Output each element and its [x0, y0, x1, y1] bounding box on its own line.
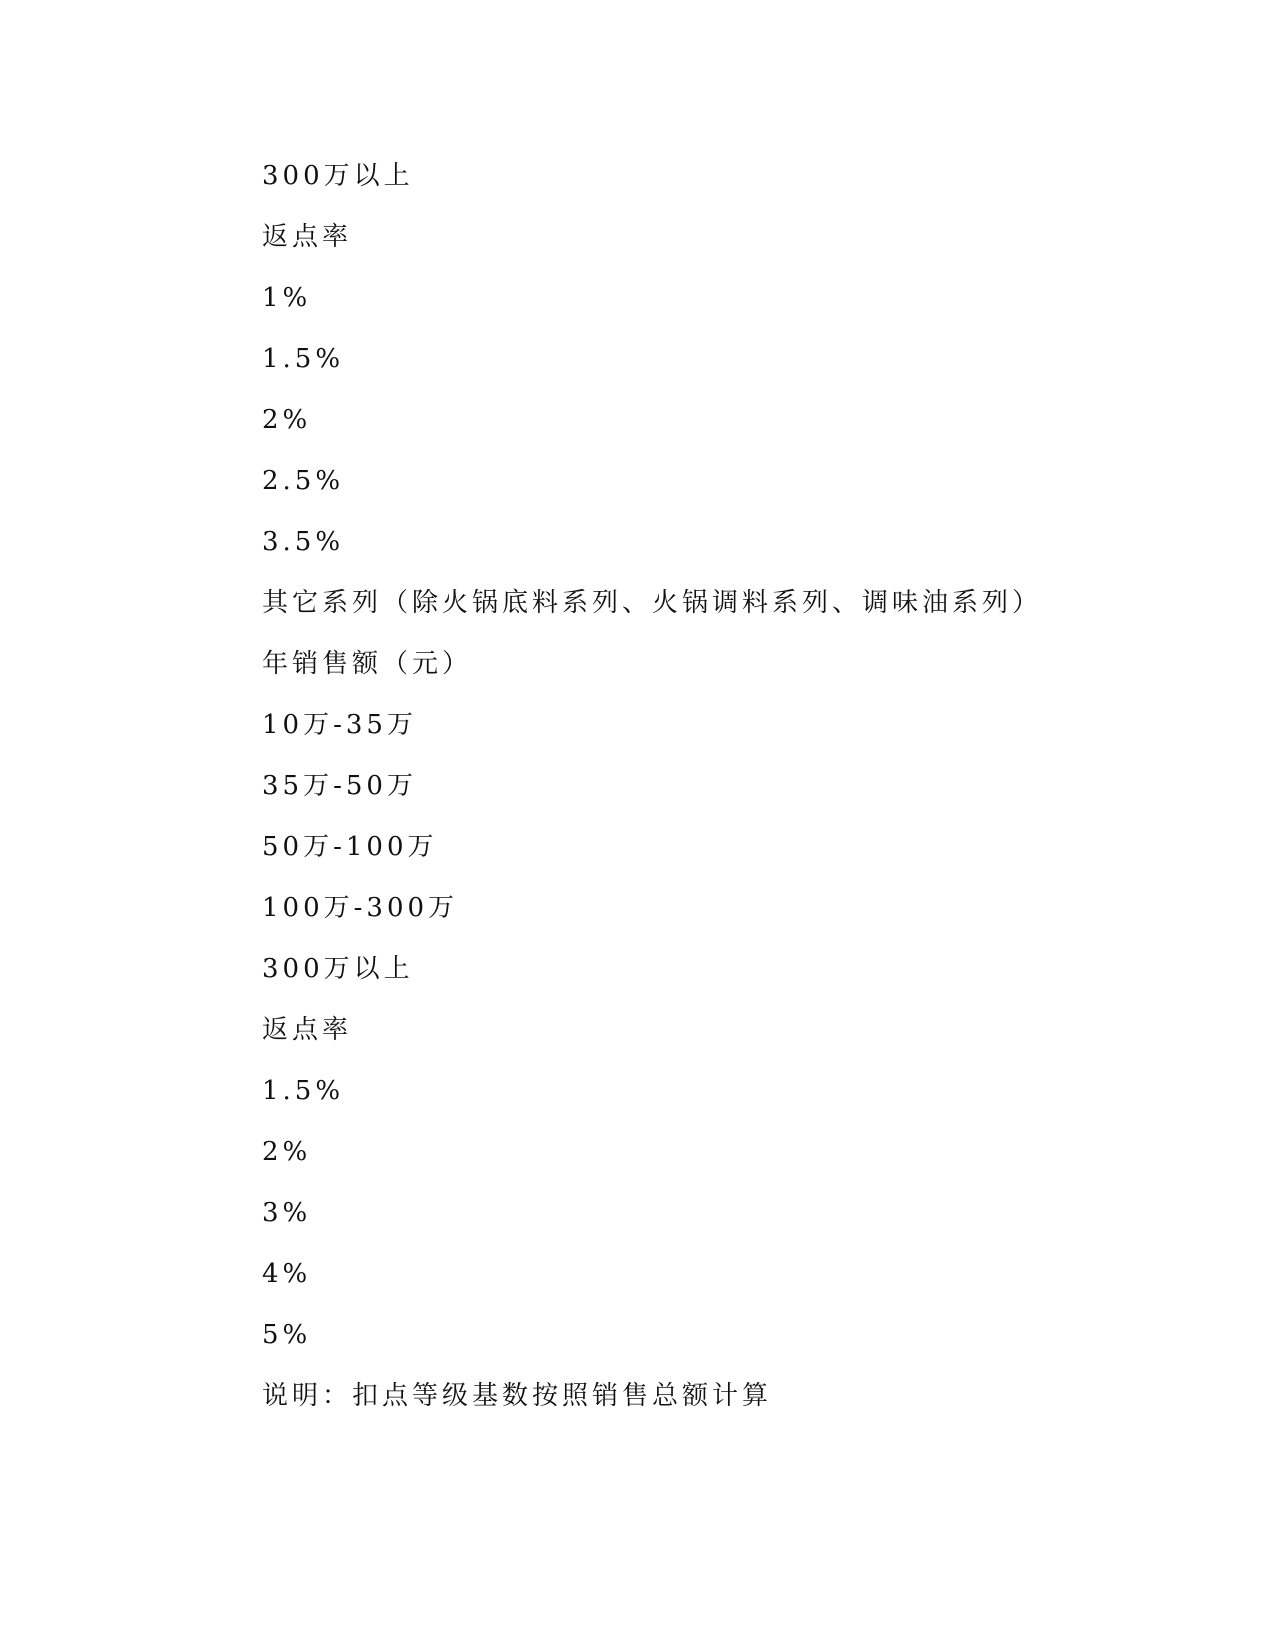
annual-sales-heading: 年销售额（元） — [262, 649, 473, 679]
rebate-rate-heading: 返点率 — [262, 222, 353, 252]
rebate-rate-value: 4% — [262, 1259, 312, 1289]
rebate-rate-value: 1.5% — [262, 1076, 345, 1106]
rebate-rate-value: 5% — [262, 1320, 312, 1350]
tier-top-label: 300万以上 — [262, 161, 414, 191]
sales-tier: 300万以上 — [262, 954, 414, 984]
rebate-rate-value: 2.5% — [262, 466, 345, 496]
sales-tier: 35万-50万 — [262, 771, 417, 801]
rebate-rate-value: 3% — [262, 1198, 312, 1228]
sales-tier: 100万-300万 — [262, 893, 459, 923]
sales-tier: 50万-100万 — [262, 832, 438, 862]
explanation-note: 说明：扣点等级基数按照销售总额计算 — [262, 1381, 773, 1411]
rebate-rate-value: 3.5% — [262, 527, 345, 557]
rebate-rate-value: 1.5% — [262, 344, 345, 374]
rebate-rate-value: 2% — [262, 405, 312, 435]
document-body — [262, 161, 1162, 1442]
other-series-heading: 其它系列（除火锅底料系列、火锅调料系列、调味油系列） — [262, 588, 1043, 618]
sales-tier: 10万-35万 — [262, 710, 417, 740]
rebate-rate-heading: 返点率 — [262, 1015, 353, 1045]
rebate-rate-value: 1% — [262, 283, 312, 313]
rebate-rate-value: 2% — [262, 1137, 312, 1167]
